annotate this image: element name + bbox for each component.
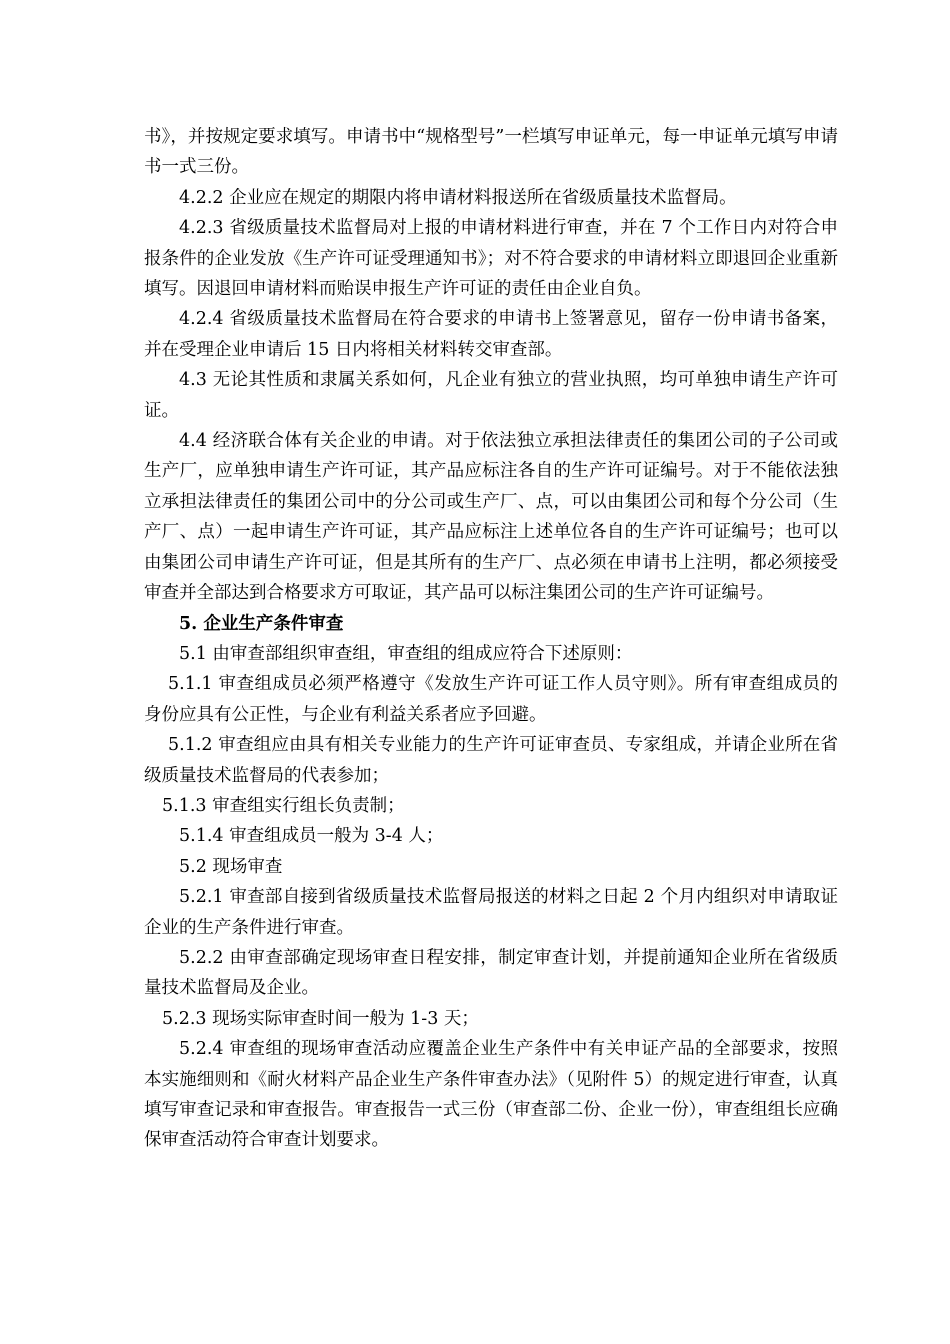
- paragraph-continuation: 书》，并按规定要求填写。申请书中“规格型号”一栏填写申证单元，每一申证单元填写申请书一式三份。: [144, 127, 838, 178]
- paragraph-4-2-4: 4.2.4 省级质量技术监督局在符合要求的申请书上签署意见，留存一份申请书备案，并在受理企业申请后 15 日内将相关材料转交审查部。: [144, 309, 838, 360]
- section-heading-5: 5. 企业生产条件审查: [179, 613, 344, 634]
- paragraph-5-1-2: 5.1.2 审查组应由具有相关专业能力的生产许可证审查员、专家组成，并请企业所在省级质量技术监督局的代表参加；: [144, 735, 838, 786]
- paragraph-5-2: 5.2 现场审查: [179, 856, 283, 877]
- paragraph-5-1-3: 5.1.3 审查组实行组长负责制；: [162, 795, 405, 816]
- paragraph-4-4: 4.4 经济联合体有关企业的申请。对于依法独立承担法律责任的集团公司的子公司或生产厂，应单独申请生产许可证，其产品应标注各自的生产许可证编号。对于不能依法独立承担法律责任的集团公司中的分公司或生产厂、点，可以由集团公司和每个分公司（生产厂、点）一起申请生产许可证，其产品应标注上述单位各自的生产许可证编号；也可以由集团公司申请生产许可证，但是其所有的生产厂、点必须在申请书上注明，都必须接受审查并全部达到合格要求方可取证，其产品可以标注集团公司的生产许可证编号。: [144, 431, 838, 604]
- paragraph-4-3: 4.3 无论其性质和隶属关系如何，凡企业有独立的营业执照，均可单独申请生产许可证。: [144, 370, 838, 421]
- paragraph-4-2-3: 4.2.3 省级质量技术监督局对上报的申请材料进行审查，并在 7 个工作日内对符合申报条件的企业发放《生产许可证受理通知书》；对不符合要求的申请材料立即退回企业重新填写。因退回申请材料而贻误申报生产许可证的责任由企业自负。: [144, 218, 838, 300]
- document-body: [144, 122, 838, 1156]
- paragraph-4-2-2: 4.2.2 企业应在规定的期限内将申请材料报送所在省级质量技术监督局。: [179, 187, 737, 208]
- paragraph-5-2-3: 5.2.3 现场实际审查时间一般为 1-3 天；: [162, 1008, 479, 1029]
- paragraph-5-1-4: 5.1.4 审查组成员一般为 3-4 人；: [179, 826, 444, 847]
- paragraph-5-2-4: 5.2.4 审查组的现场审查活动应覆盖企业生产条件中有关申证产品的全部要求，按照本实施细则和《耐火材料产品企业生产条件审查办法》（见附件 5）的规定进行审查，认真填写审查记录和审查报告。审查报告一式三份（审查部二份、企业一份），审查组组长应确保审查活动符合审查计划要求。: [144, 1039, 838, 1151]
- paragraph-5-1: 5.1 由审查部组织审查组，审查组的组成应符合下述原则：: [179, 643, 633, 664]
- paragraph-5-2-1: 5.2.1 审查部自接到省级质量技术监督局报送的材料之日起 2 个月内组织对申请取证企业的生产条件进行审查。: [144, 887, 838, 938]
- paragraph-5-2-2: 5.2.2 由审查部确定现场审查日程安排，制定审查计划，并提前通知企业所在省级质量技术监督局及企业。: [144, 947, 838, 999]
- paragraph-5-1-1: 5.1.1 审查组成员必须严格遵守《发放生产许可证工作人员守则》。所有审查组成员的身份应具有公正性，与企业有利益关系者应予回避。: [144, 674, 838, 725]
